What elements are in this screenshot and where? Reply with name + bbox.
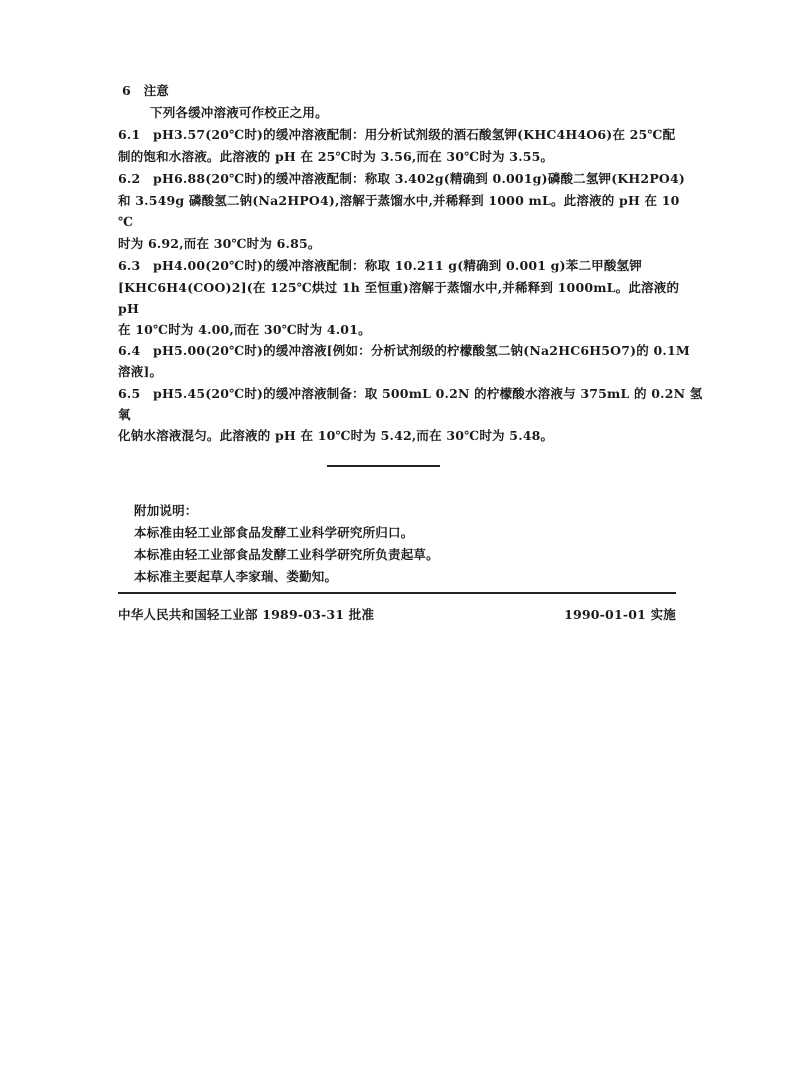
section-divider <box>327 465 440 467</box>
paragraph-line: 氧 <box>118 407 131 422</box>
paragraph-line: 和 3.549g 磷酸氢二钠(Na2HPO4),溶解于蒸馏水中,并稀释到 1000 mL。此溶液的 pH 在 10 <box>118 193 680 208</box>
footer-divider <box>118 592 676 594</box>
appendix-line: 本标准主要起草人李家瑞、娄勤知。 <box>134 569 338 584</box>
paragraph-line: 化钠水溶液混匀。此溶液的 pH 在 10℃时为 5.42,而在 30℃时为 5.48。 <box>118 428 554 443</box>
appendix-title: 附加说明： <box>134 503 198 518</box>
paragraph-line: 时为 6.92,而在 30℃时为 6.85。 <box>118 236 321 251</box>
effective-date: 1990-01-01 实施 <box>564 607 676 622</box>
paragraph-line: 制的饱和水溶液。此溶液的 pH 在 25℃时为 3.56,而在 30℃时为 3.55。 <box>118 149 554 164</box>
paragraph-line: 6.1 pH3.57(20℃时)的缓冲溶液配制：用分析试剂级的酒石酸氢钾(KHC4H4O6)在 25℃配 <box>118 127 676 142</box>
appendix-line: 本标准由轻工业部食品发酵工业科学研究所归口。 <box>134 525 414 540</box>
appendix-line: 本标准由轻工业部食品发酵工业科学研究所负责起草。 <box>134 547 439 562</box>
paragraph-line: 在 10℃时为 4.00,而在 30℃时为 4.01。 <box>118 322 371 337</box>
section-heading: 6 注意 <box>122 83 169 98</box>
section-intro: 下列各缓冲溶液可作校正之用。 <box>150 105 328 120</box>
paragraph-line: 6.5 pH5.45(20℃时)的缓冲溶液制备：取 500mL 0.2N 的柠檬酸水溶液与 375mL 的 0.2N 氢 <box>118 386 703 401</box>
paragraph-line: 6.3 pH4.00(20℃时)的缓冲溶液配制：称取 10.211 g(精确到 0.001 g)苯二甲酸氢钾 <box>118 258 642 273</box>
paragraph-line: 6.2 pH6.88(20℃时)的缓冲溶液配制：称取 3.402g(精确到 0.001g)磷酸二氢钾(KH2PO4) <box>118 171 686 186</box>
paragraph-line: ℃ <box>118 214 134 229</box>
paragraph-line: 溶液]。 <box>118 364 163 379</box>
paragraph-line: 6.4 pH5.00(20℃时)的缓冲溶液[例如：分析试剂级的柠檬酸氢二钠(Na2HC6H5O7)的 0.1M <box>118 343 690 358</box>
paragraph-line: pH <box>118 301 139 316</box>
approval-date: 中华人民共和国轻工业部 1989-03-31 批准 <box>118 607 375 622</box>
paragraph-line: [KHC6H4(COO)2](在 125℃烘过 1h 至恒重)溶解于蒸馏水中,并稀释到 1000mL。此溶液的 <box>118 280 680 295</box>
